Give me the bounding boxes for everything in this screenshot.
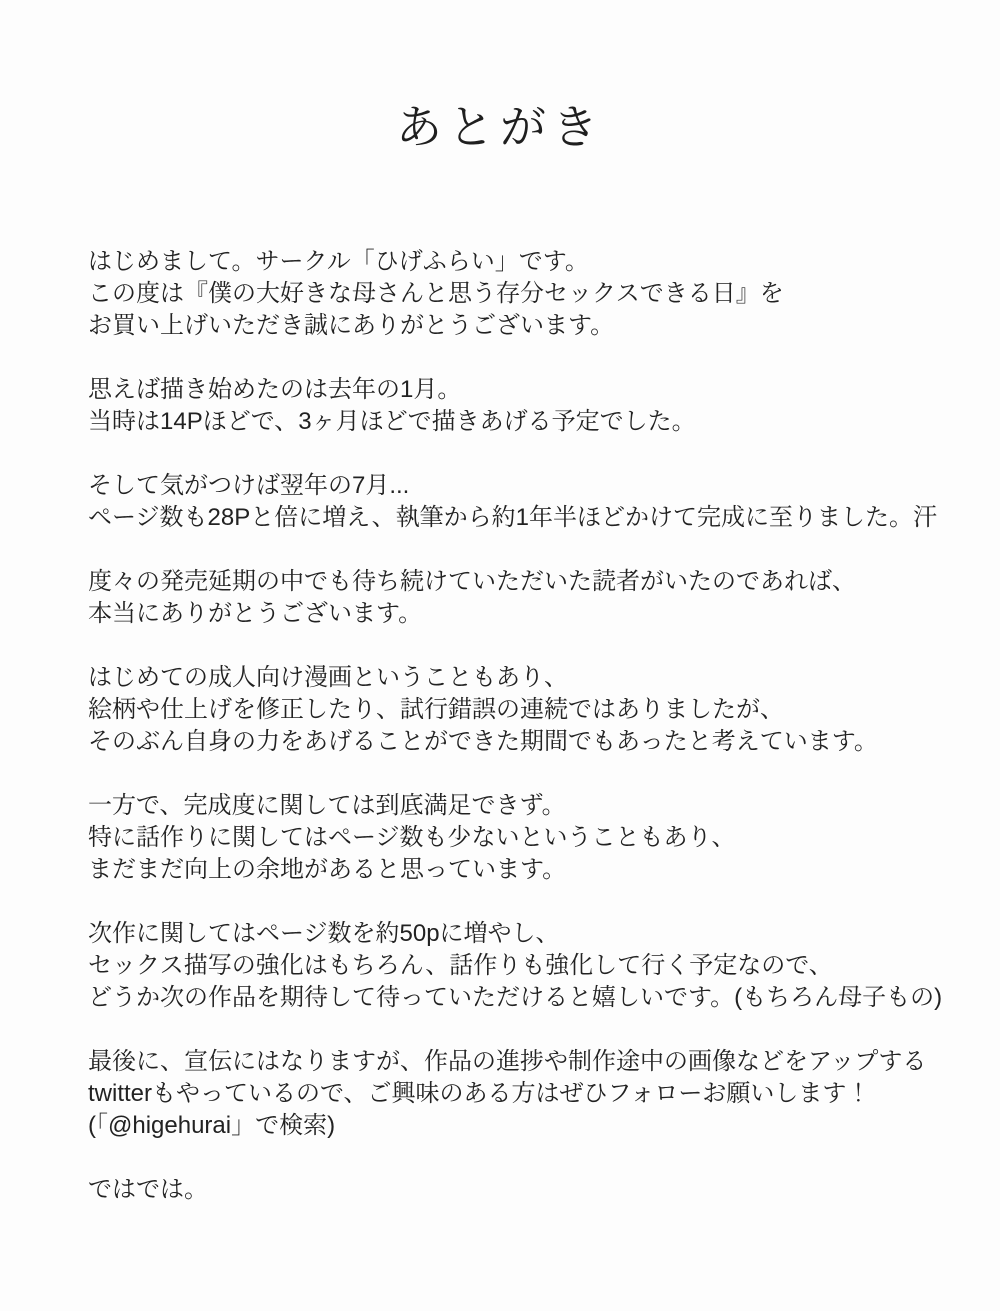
text-line: 思えば描き始めたのは去年の1月。 <box>88 376 462 403</box>
text-line: ページ数も28Pと倍に増え、執筆から約1年半ほどかけて完成に至りました。汗 <box>88 504 938 531</box>
text-line: 最後に、宣伝にはなりますが、作品の進捗や制作途中の画像などをアップする <box>88 1048 927 1075</box>
text-line: どうか次の作品を期待して待っていただけると嬉しいです。(もちろん母子もの) <box>88 984 943 1011</box>
text-line: 特に話作りに関してはページ数も少ないということもあり、 <box>88 824 736 851</box>
afterword-body <box>88 246 948 1206</box>
text-line: 本当にありがとうございます。 <box>88 600 423 627</box>
paragraph-thanks-readers <box>88 566 948 630</box>
text-line: そして気がつけば翌年の7月... <box>88 472 410 499</box>
paragraph-start-drawing <box>88 374 948 438</box>
text-line: はじめまして。サークル「ひげふらい」です。 <box>88 248 589 275</box>
text-line: まだまだ向上の余地があると思っています。 <box>88 856 567 883</box>
text-line: この度は『僕の大好きな母さんと思う存分セックスできる日』を <box>88 280 784 307</box>
text-line: お買い上げいただき誠にありがとうございます。 <box>88 312 615 339</box>
text-line: セックス描写の強化はもちろん、話作りも強化して行く予定なので、 <box>88 952 833 979</box>
text-line: そのぶん自身の力をあげることができた期間でもあったと考えています。 <box>88 728 878 755</box>
paragraph-twitter-promo <box>88 1046 948 1142</box>
text-line: twitterもやっているので、ご興味のある方はぜひフォローお願いします！ <box>88 1080 871 1107</box>
paragraph-signoff <box>88 1174 948 1206</box>
text-line: 度々の発売延期の中でも待ち続けていただいた読者がいたのであれば、 <box>88 568 856 595</box>
paragraph-completion <box>88 470 948 534</box>
page-title: あとがき <box>396 100 604 154</box>
text-line: (「@higehurai」で検索) <box>88 1112 336 1139</box>
paragraph-greeting <box>88 246 948 342</box>
paragraph-not-satisfied <box>88 790 948 886</box>
text-line: ではでは。 <box>88 1176 208 1203</box>
text-line: 絵柄や仕上げを修正したり、試行錯誤の連続ではありましたが、 <box>88 696 784 723</box>
paragraph-first-adult-manga <box>88 662 948 758</box>
text-line: 一方で、完成度に関しては到底満足できず。 <box>88 792 566 819</box>
paragraph-next-work <box>88 918 948 1014</box>
text-line: 次作に関してはページ数を約50pに増やし、 <box>88 920 560 947</box>
text-line: はじめての成人向け漫画ということもあり、 <box>88 664 568 691</box>
text-line: 当時は14Pほどで、3ヶ月ほどで描きあげる予定でした。 <box>88 408 696 435</box>
